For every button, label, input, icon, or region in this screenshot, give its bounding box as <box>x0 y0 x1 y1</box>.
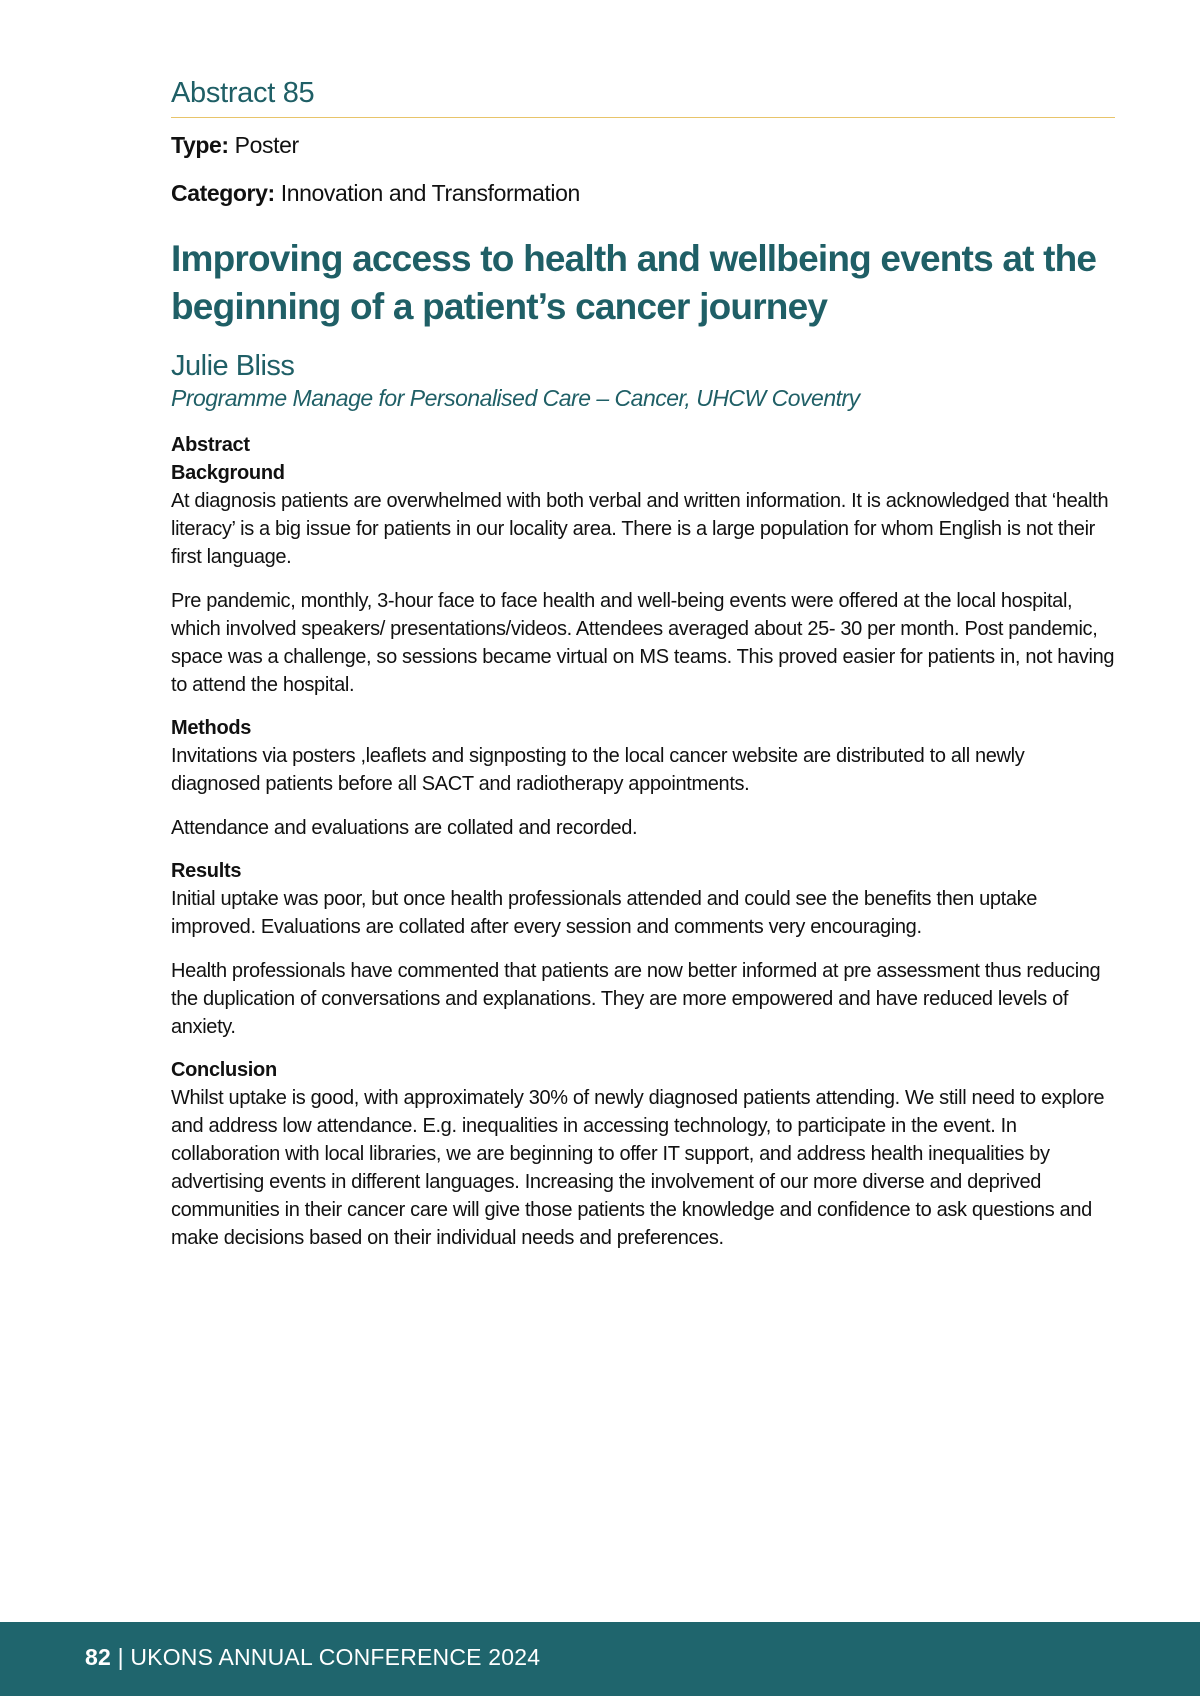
section-background <box>171 459 1115 699</box>
section-results <box>171 857 1115 1041</box>
author-affiliation: Programme Manage for Personalised Care – Cancer, UHCW Coventry <box>171 385 860 412</box>
background-paragraph: Pre pandemic, monthly, 3-hour face to face health and well-being events were offered at the local hospital, which involved speakers/ presentations/videos. Attendees averaged about 25- 30 per month. Post pandemic, space was a challenge, so sessions became virtual on MS teams. This proved easier for patients in, not having to attend the hospital. <box>171 589 1115 696</box>
page-footer <box>0 1622 1200 1696</box>
author-name: Julie Bliss <box>171 349 295 382</box>
type-line <box>171 132 1115 160</box>
footer-page-number: 82 <box>85 1644 111 1670</box>
type-label: Type: <box>171 131 229 158</box>
results-heading: Results <box>171 859 242 882</box>
background-paragraph: At diagnosis patients are overwhelmed with both verbal and written information. It is acknowledged that ‘health literacy’ is a big issue for patients in our locality area. There is a large population for whom English is not their first language. <box>171 489 1109 568</box>
abstract-page <box>171 76 1115 1252</box>
methods-heading: Methods <box>171 716 252 739</box>
footer-text <box>85 1644 540 1671</box>
results-paragraph: Health professionals have commented that patients are now better informed at pre assessment thus reducing the duplication of conversations and explanations. They are more empowered and have reduced levels of anxiety. <box>171 959 1101 1038</box>
section-conclusion <box>171 1056 1115 1252</box>
footer-conference-name: UKONS ANNUAL CONFERENCE 2024 <box>130 1644 541 1670</box>
category-label: Category: <box>171 180 275 207</box>
methods-paragraph: Invitations via posters ,leaflets and signposting to the local cancer website are distributed to all newly diagnosed patients before all SACT and radiotherapy appointments. <box>171 744 1025 795</box>
type-value: Poster <box>234 131 299 158</box>
conclusion-heading: Conclusion <box>171 1058 277 1081</box>
category-value: Innovation and Transformation <box>280 180 580 207</box>
results-paragraph: Initial uptake was poor, but once health professionals attended and could see the benefits then uptake improved. Evaluations are collated after every session and comments very encouraging. <box>171 887 1038 938</box>
methods-paragraph: Attendance and evaluations are collated and recorded. <box>171 816 638 839</box>
section-methods <box>171 714 1115 842</box>
category-line <box>171 180 1115 208</box>
abstract-heading: Abstract <box>171 433 250 456</box>
abstract-title: Improving access to health and wellbeing events at the beginning of a patient’s cancer journey <box>171 237 1097 327</box>
conclusion-paragraph: Whilst uptake is good, with approximately 30% of newly diagnosed patients attending. We still need to explore and address low attendance. E.g. inequalities in accessing technology, to participate in the event. In collaboration with local libraries, we are beginning to offer IT support, and address health inequalities by advertising events in different languages. Increasing the involvement of our more diverse and deprived communities in their cancer care will give those patients the knowledge and confidence to ask questions and make decisions based on their individual needs and preferences. <box>171 1086 1105 1249</box>
background-heading: Background <box>171 461 285 484</box>
abstract-number-heading: Abstract 85 <box>171 76 1115 118</box>
footer-separator: | <box>110 1644 131 1670</box>
